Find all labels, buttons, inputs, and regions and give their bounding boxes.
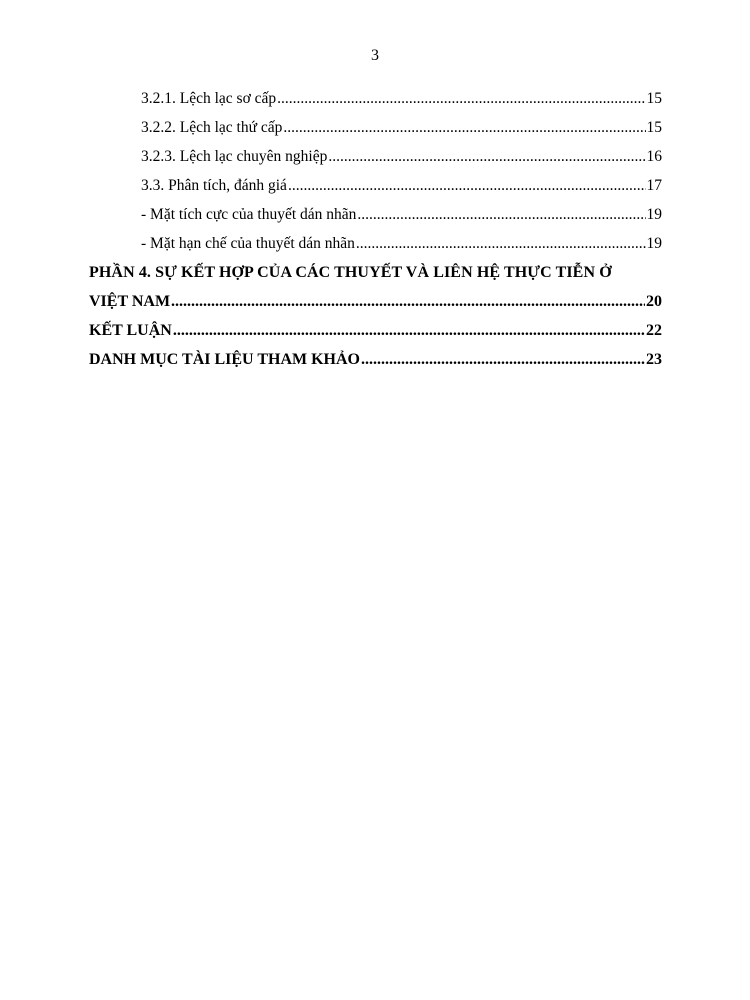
toc-entry-page: 17 <box>646 177 662 194</box>
toc-entry[interactable] <box>89 200 662 229</box>
toc-dot-leader <box>288 171 646 200</box>
toc-entry[interactable] <box>89 84 662 113</box>
toc-references-title: DANH MỤC TÀI LIỆU THAM KHẢO <box>89 351 360 368</box>
toc-entry-page: 16 <box>646 148 662 165</box>
toc-dot-leader <box>357 200 645 229</box>
toc-entry-title: 3.2.3. Lệch lạc chuyên nghiệp <box>141 148 328 165</box>
toc-entry[interactable] <box>89 229 662 258</box>
toc-entry-title: - Mặt tích cực của thuyết dán nhãn <box>141 206 357 223</box>
table-of-contents <box>89 84 662 374</box>
toc-dot-leader <box>171 287 645 316</box>
toc-dot-leader <box>283 113 645 142</box>
toc-conclusion-title: KẾT LUẬN <box>89 322 172 339</box>
toc-part4-title-line1: PHẦN 4. SỰ KẾT HỢP CỦA CÁC THUYẾT VÀ LIÊN HỆ THỰC TIỄN Ở <box>89 264 612 281</box>
toc-dot-leader <box>277 84 645 113</box>
toc-dot-leader <box>361 345 645 374</box>
toc-conclusion[interactable] <box>89 316 662 345</box>
toc-part4-title-line2: VIỆT NAM <box>89 293 171 310</box>
toc-part4-heading-line2[interactable] <box>89 287 662 316</box>
toc-references[interactable] <box>89 345 662 374</box>
toc-conclusion-page: 22 <box>646 322 662 339</box>
toc-dot-leader <box>328 142 645 171</box>
toc-references-page: 23 <box>646 351 662 368</box>
toc-entry[interactable] <box>89 113 662 142</box>
page-number: 3 <box>371 47 379 64</box>
toc-entry-title: 3.2.2. Lệch lạc thứ cấp <box>141 119 283 136</box>
toc-entry-title: 3.3. Phân tích, đánh giá <box>141 177 287 194</box>
toc-entry-title: 3.2.1. Lệch lạc sơ cấp <box>141 90 277 107</box>
toc-entry-page: 15 <box>646 119 662 136</box>
toc-entry[interactable] <box>89 142 662 171</box>
toc-part4-heading-line1[interactable] <box>89 258 662 287</box>
toc-dot-leader <box>173 316 645 345</box>
toc-entry-title: - Mặt hạn chế của thuyết dán nhãn <box>141 235 355 252</box>
toc-entry-page: 19 <box>646 235 662 252</box>
toc-part4-page: 20 <box>646 293 662 310</box>
toc-entry-page: 15 <box>646 90 662 107</box>
toc-entry-page: 19 <box>646 206 662 223</box>
toc-entry[interactable] <box>89 171 662 200</box>
toc-dot-leader <box>356 229 646 258</box>
